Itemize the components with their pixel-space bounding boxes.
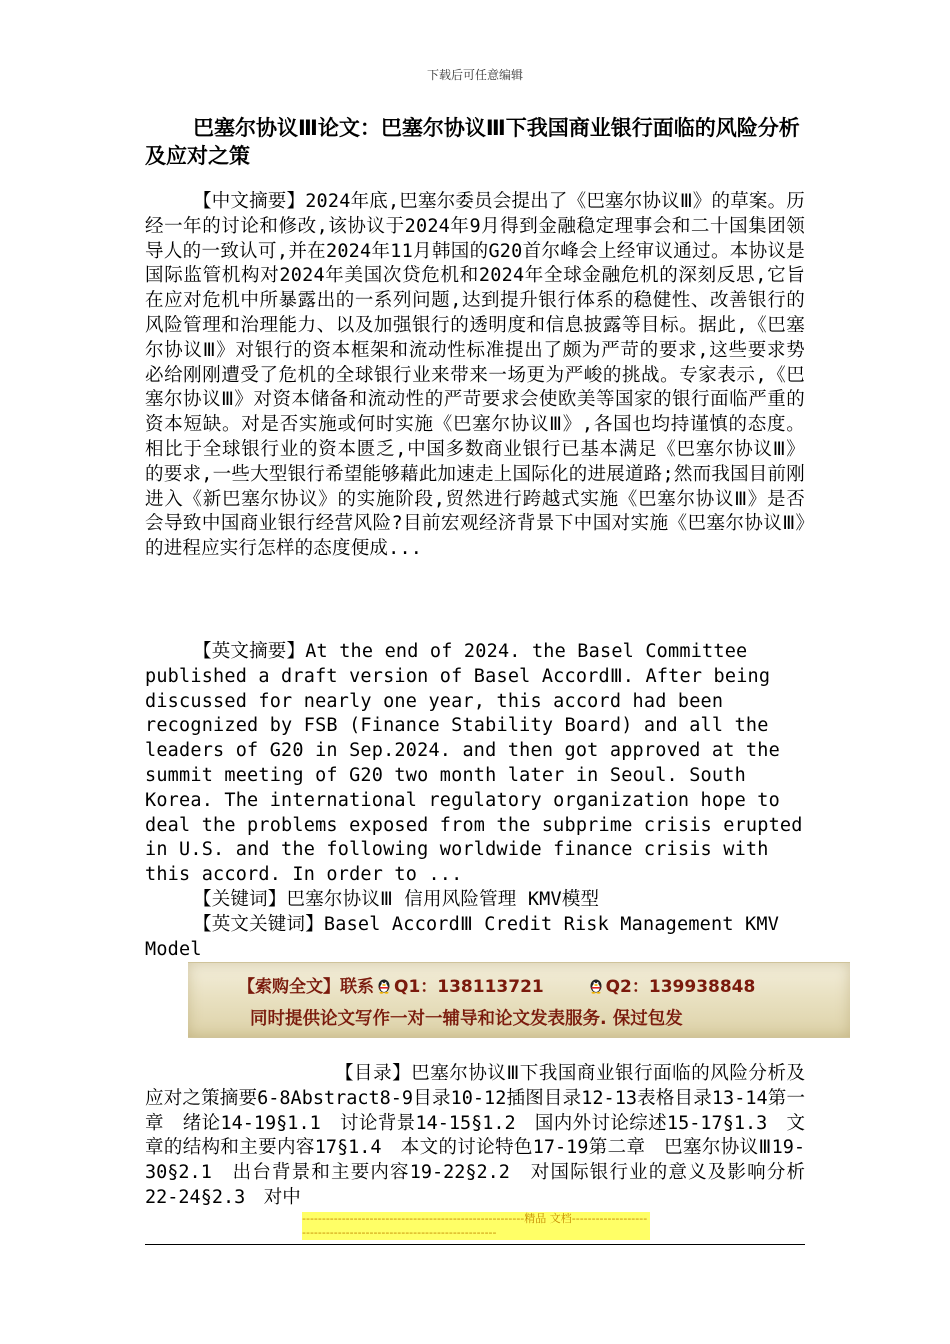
keywords-cn: 【关键词】巴塞尔协议Ⅲ 信用风险管理 KMV模型: [193, 889, 600, 910]
keywords-en: 【英文关键词】Basel AccordⅢ Credit Risk Management KMV Model: [145, 913, 780, 960]
footer-highlight-note: --------------------------------------------------------精品 文档--------------------------------------------------------------------: [302, 1212, 650, 1240]
qq-penguin-icon: [588, 977, 604, 994]
banner-q1: Q1：138113721: [394, 977, 544, 997]
keywords-section: [145, 888, 805, 962]
table-of-contents: 【目录】巴塞尔协议Ⅲ下我国商业银行面临的风险分析及应对之策摘要6-8Abstract8-9目录10-12插图目录12-13表格目录13-14第一章 绪论14-19§1.1 讨论背景14-15§1.2 国内外讨论综述15-17§1.3 文章的结构和主要内容17§1.4 本文的讨论特色17-19第二章 巴塞尔协议Ⅲ19-30§2.1 出台背景和主要内容19-22§2.2 对国际银行业的意义及影响分析22-24§2.3 对中: [145, 1063, 805, 1208]
banner-contact-line: [238, 972, 755, 997]
chinese-abstract: 【中文摘要】2024年底,巴塞尔委员会提出了《巴塞尔协议Ⅲ》的草案。历经一年的讨论和修改,该协议于2024年9月得到金融稳定理事会和二十国集团领导人的一致认可,并在2024年11月韩国的G20首尔峰会上经审议通过。本协议是国际监管机构对2024年美国次贷危机和2024年全球金融危机的深刻反思,它旨在应对危机中所暴露出的一系列问题,达到提升银行体系的稳健性、改善银行的风险管理和治理能力、以及加强银行的透明度和信息披露等目标。据此,《巴塞尔协议Ⅲ》对银行的资本框架和流动性标准提出了颇为严苛的要求,这些要求势必给刚刚遭受了危机的全球银行业来带来一场更为严峻的挑战。专家表示,《巴塞尔协议Ⅲ》对资本储备和流动性的严苛要求会使欧美等国家的银行面临严重的资本短缺。对是否实施或何时实施《巴塞尔协议Ⅲ》,各国也均持谨慎的态度。相比于全球银行业的资本匮乏,中国多数商业银行已基本满足《巴塞尔协议Ⅲ》的要求,一些大型银行希望能够藉此加速走上国际化的进展道路;然而我国目前刚进入《新巴塞尔协议》的实施阶段,贸然进行跨越式实施《巴塞尔协议Ⅲ》是否会导致中国商业银行经营风险?目前宏观经济背景下中国对实施《巴塞尔协议Ⅲ》的进程应实行怎样的态度便成...: [145, 191, 805, 560]
banner-contact-label: 【索购全文】联系: [238, 977, 374, 997]
purchase-banner: [188, 962, 850, 1038]
banner-q2: Q2：139938848: [605, 977, 756, 997]
document-title: 巴塞尔协议Ⅲ论文：巴塞尔协议Ⅲ下我国商业银行面临的风险分析及应对之策: [145, 116, 800, 168]
page-header-note: 下载后可任意编辑: [426, 68, 523, 82]
english-abstract: 【英文摘要】At the end of 2024. the Basel Committee published a draft version of Basel AccordⅢ. After being discussed for nearly one year, this accord had been recognized by FSB (Finance Stability Board) and all the leaders of G20 in Sep.2024. and then got approved at the summit meeting of G20 two month later in Seoul. South Korea. The international regulatory organization hope to deal the problems exposed from the subprime crisis erupted in U.S. and the following worldwide finance crisis with this accord. In order to ...: [145, 641, 803, 886]
banner-service-line: 同时提供论文写作一对一辅导和论文发表服务. 保过包发: [250, 1009, 683, 1029]
footer-divider: [145, 1244, 805, 1245]
qq-penguin-icon: [376, 977, 392, 994]
